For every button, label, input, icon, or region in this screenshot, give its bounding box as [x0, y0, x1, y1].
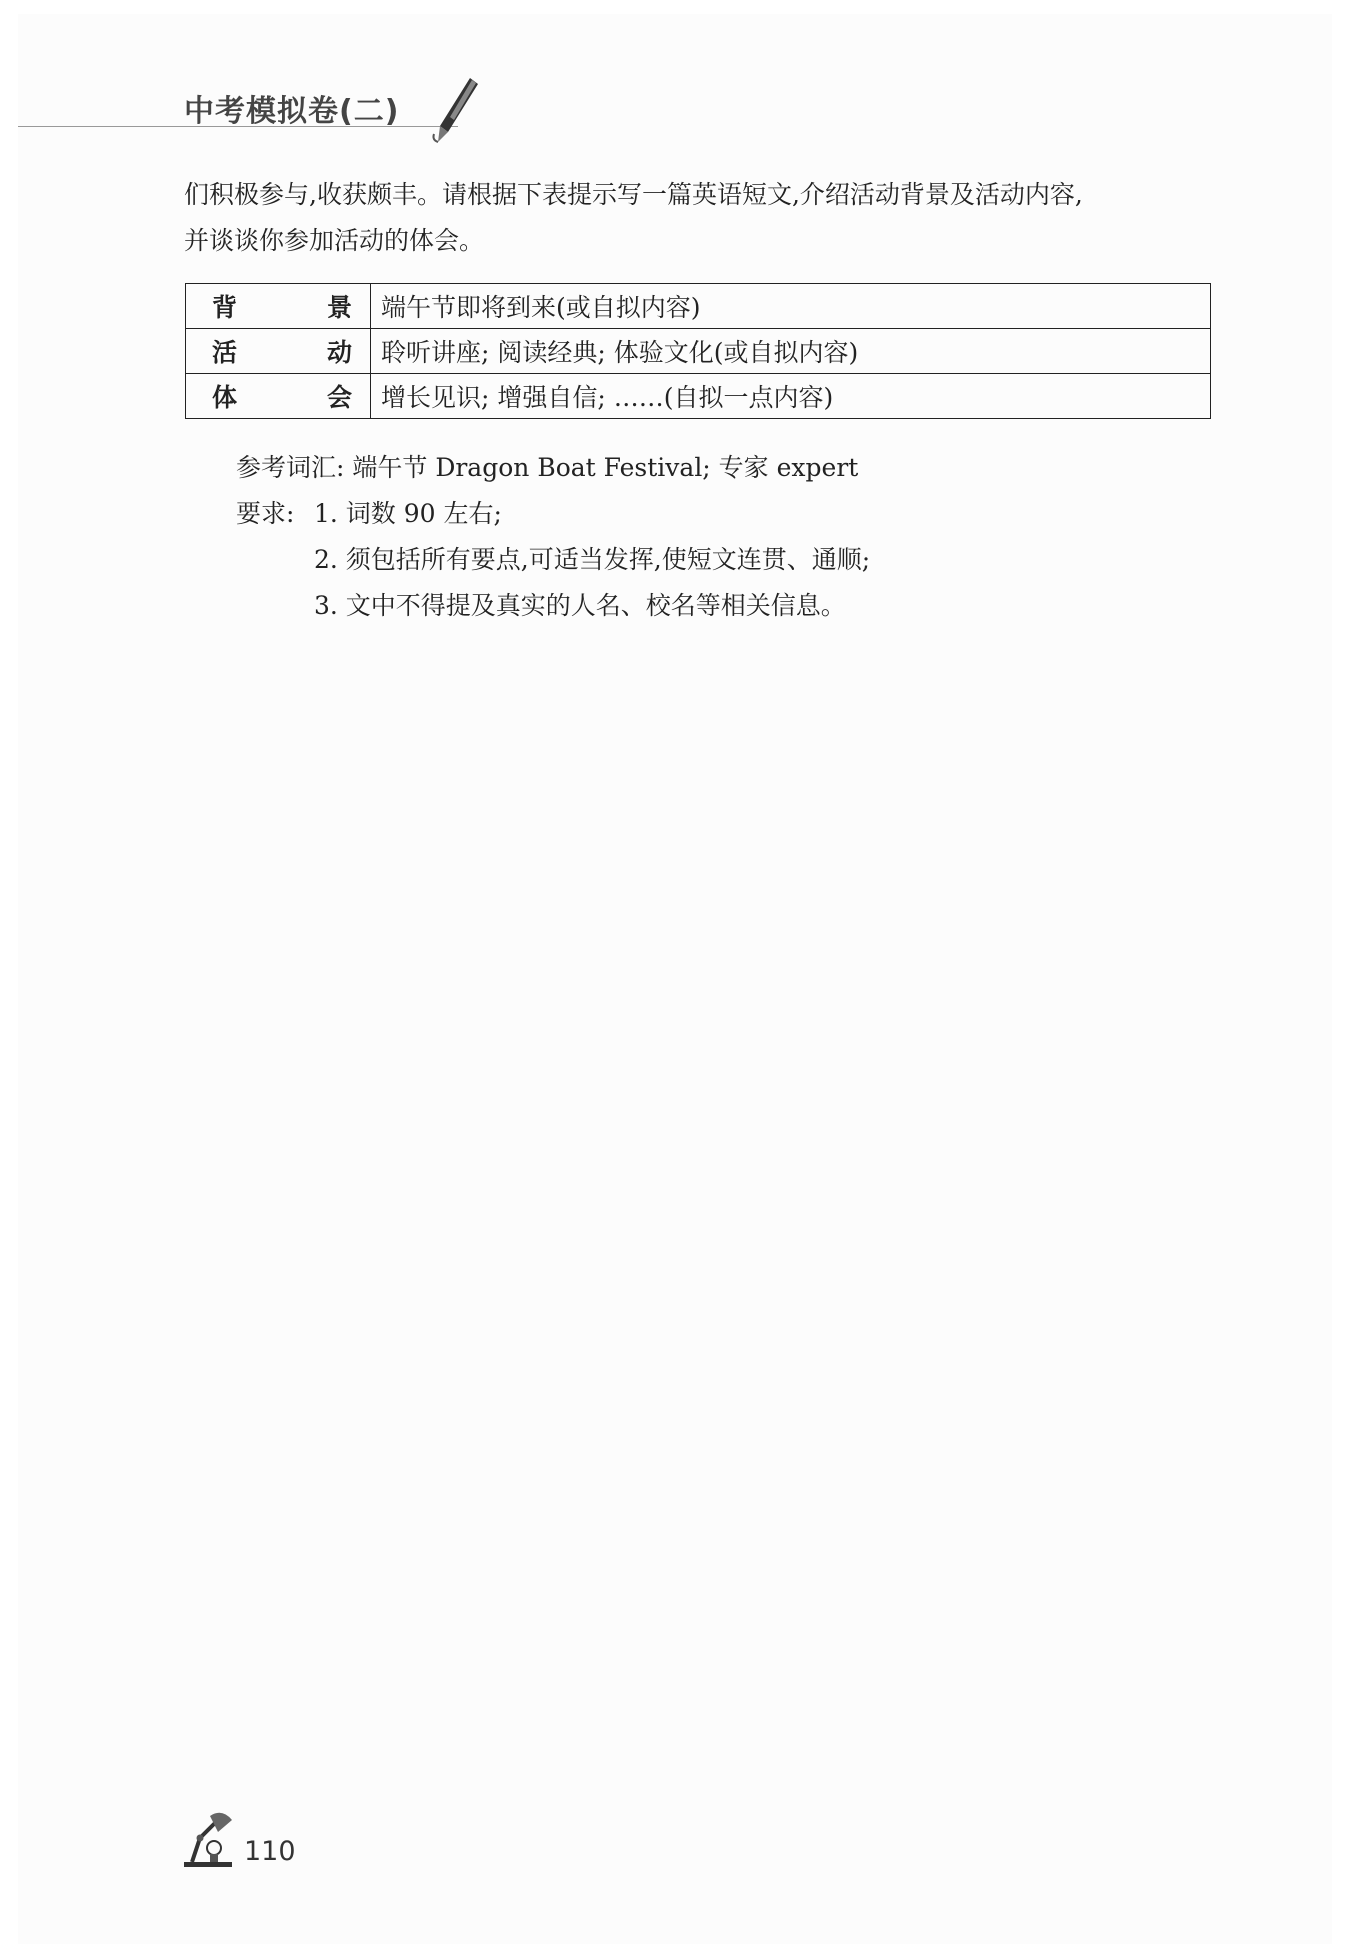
intro-paragraph — [184, 172, 1224, 264]
requirements-label: 要求: — [236, 499, 295, 528]
pen-icon — [430, 74, 482, 146]
page-number: 110 — [244, 1836, 296, 1867]
row-value: 端午节即将到来(或自拟内容) — [371, 284, 1211, 329]
reference-vocabulary: 参考词汇: 端午节 Dragon Boat Festival; 专家 expert — [236, 453, 859, 482]
row-value: 增长见识; 增强自信; ……(自拟一点内容) — [371, 374, 1211, 419]
table-row — [186, 284, 1211, 329]
row-key: 背景 — [186, 284, 371, 329]
requirement-item: 3. 文中不得提及真实的人名、校名等相关信息。 — [314, 591, 846, 620]
requirement-item: 2. 须包括所有要点,可适当发挥,使短文连贯、通顺; — [314, 545, 871, 574]
row-key: 活动 — [186, 329, 371, 374]
intro-line-2: 并谈谈你参加活动的体会。 — [184, 226, 485, 255]
prompt-table — [185, 283, 1211, 419]
page-header-title: 中考模拟卷(二) — [184, 94, 400, 129]
requirement-item: 1. 词数 90 左右; — [314, 499, 502, 528]
table-row — [186, 329, 1211, 374]
row-value: 聆听讲座; 阅读经典; 体验文化(或自拟内容) — [371, 329, 1211, 374]
intro-line-1: 们积极参与,收获颇丰。请根据下表提示写一篇英语短文,介绍活动背景及活动内容, — [184, 180, 1083, 209]
table-row — [186, 374, 1211, 419]
desk-lamp-icon — [178, 1808, 240, 1870]
row-key: 体会 — [186, 374, 371, 419]
